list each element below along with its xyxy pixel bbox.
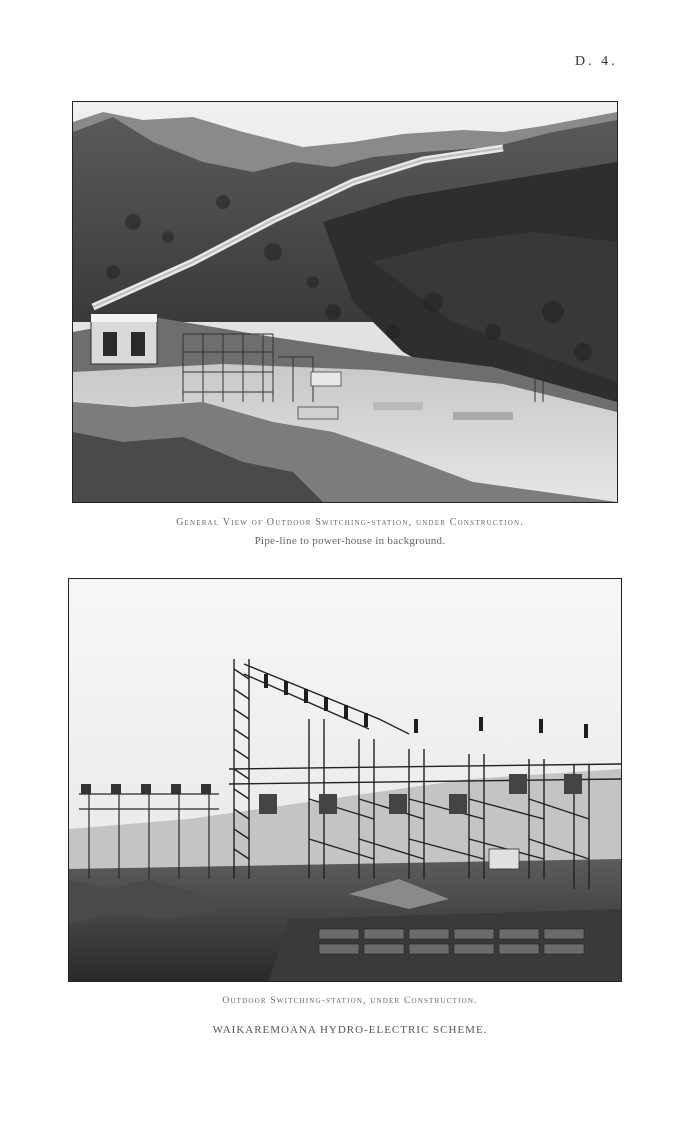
scheme-title: WAIKAREMOANA HYDRO-ELECTRIC SCHEME. — [212, 1024, 488, 1036]
figure-1-caption: General View of Outdoor Switching-station, under Construction. — [176, 517, 524, 528]
page-reference: D. 4. — [575, 54, 618, 69]
figure-1-subcaption: Pipe-line to power-house in background. — [254, 535, 446, 547]
figure-2-caption: Outdoor Switching-station, under Construction. — [222, 996, 478, 1006]
photo-switching-station-steelwork — [68, 578, 622, 982]
photo-switching-station-general-view — [72, 101, 618, 503]
